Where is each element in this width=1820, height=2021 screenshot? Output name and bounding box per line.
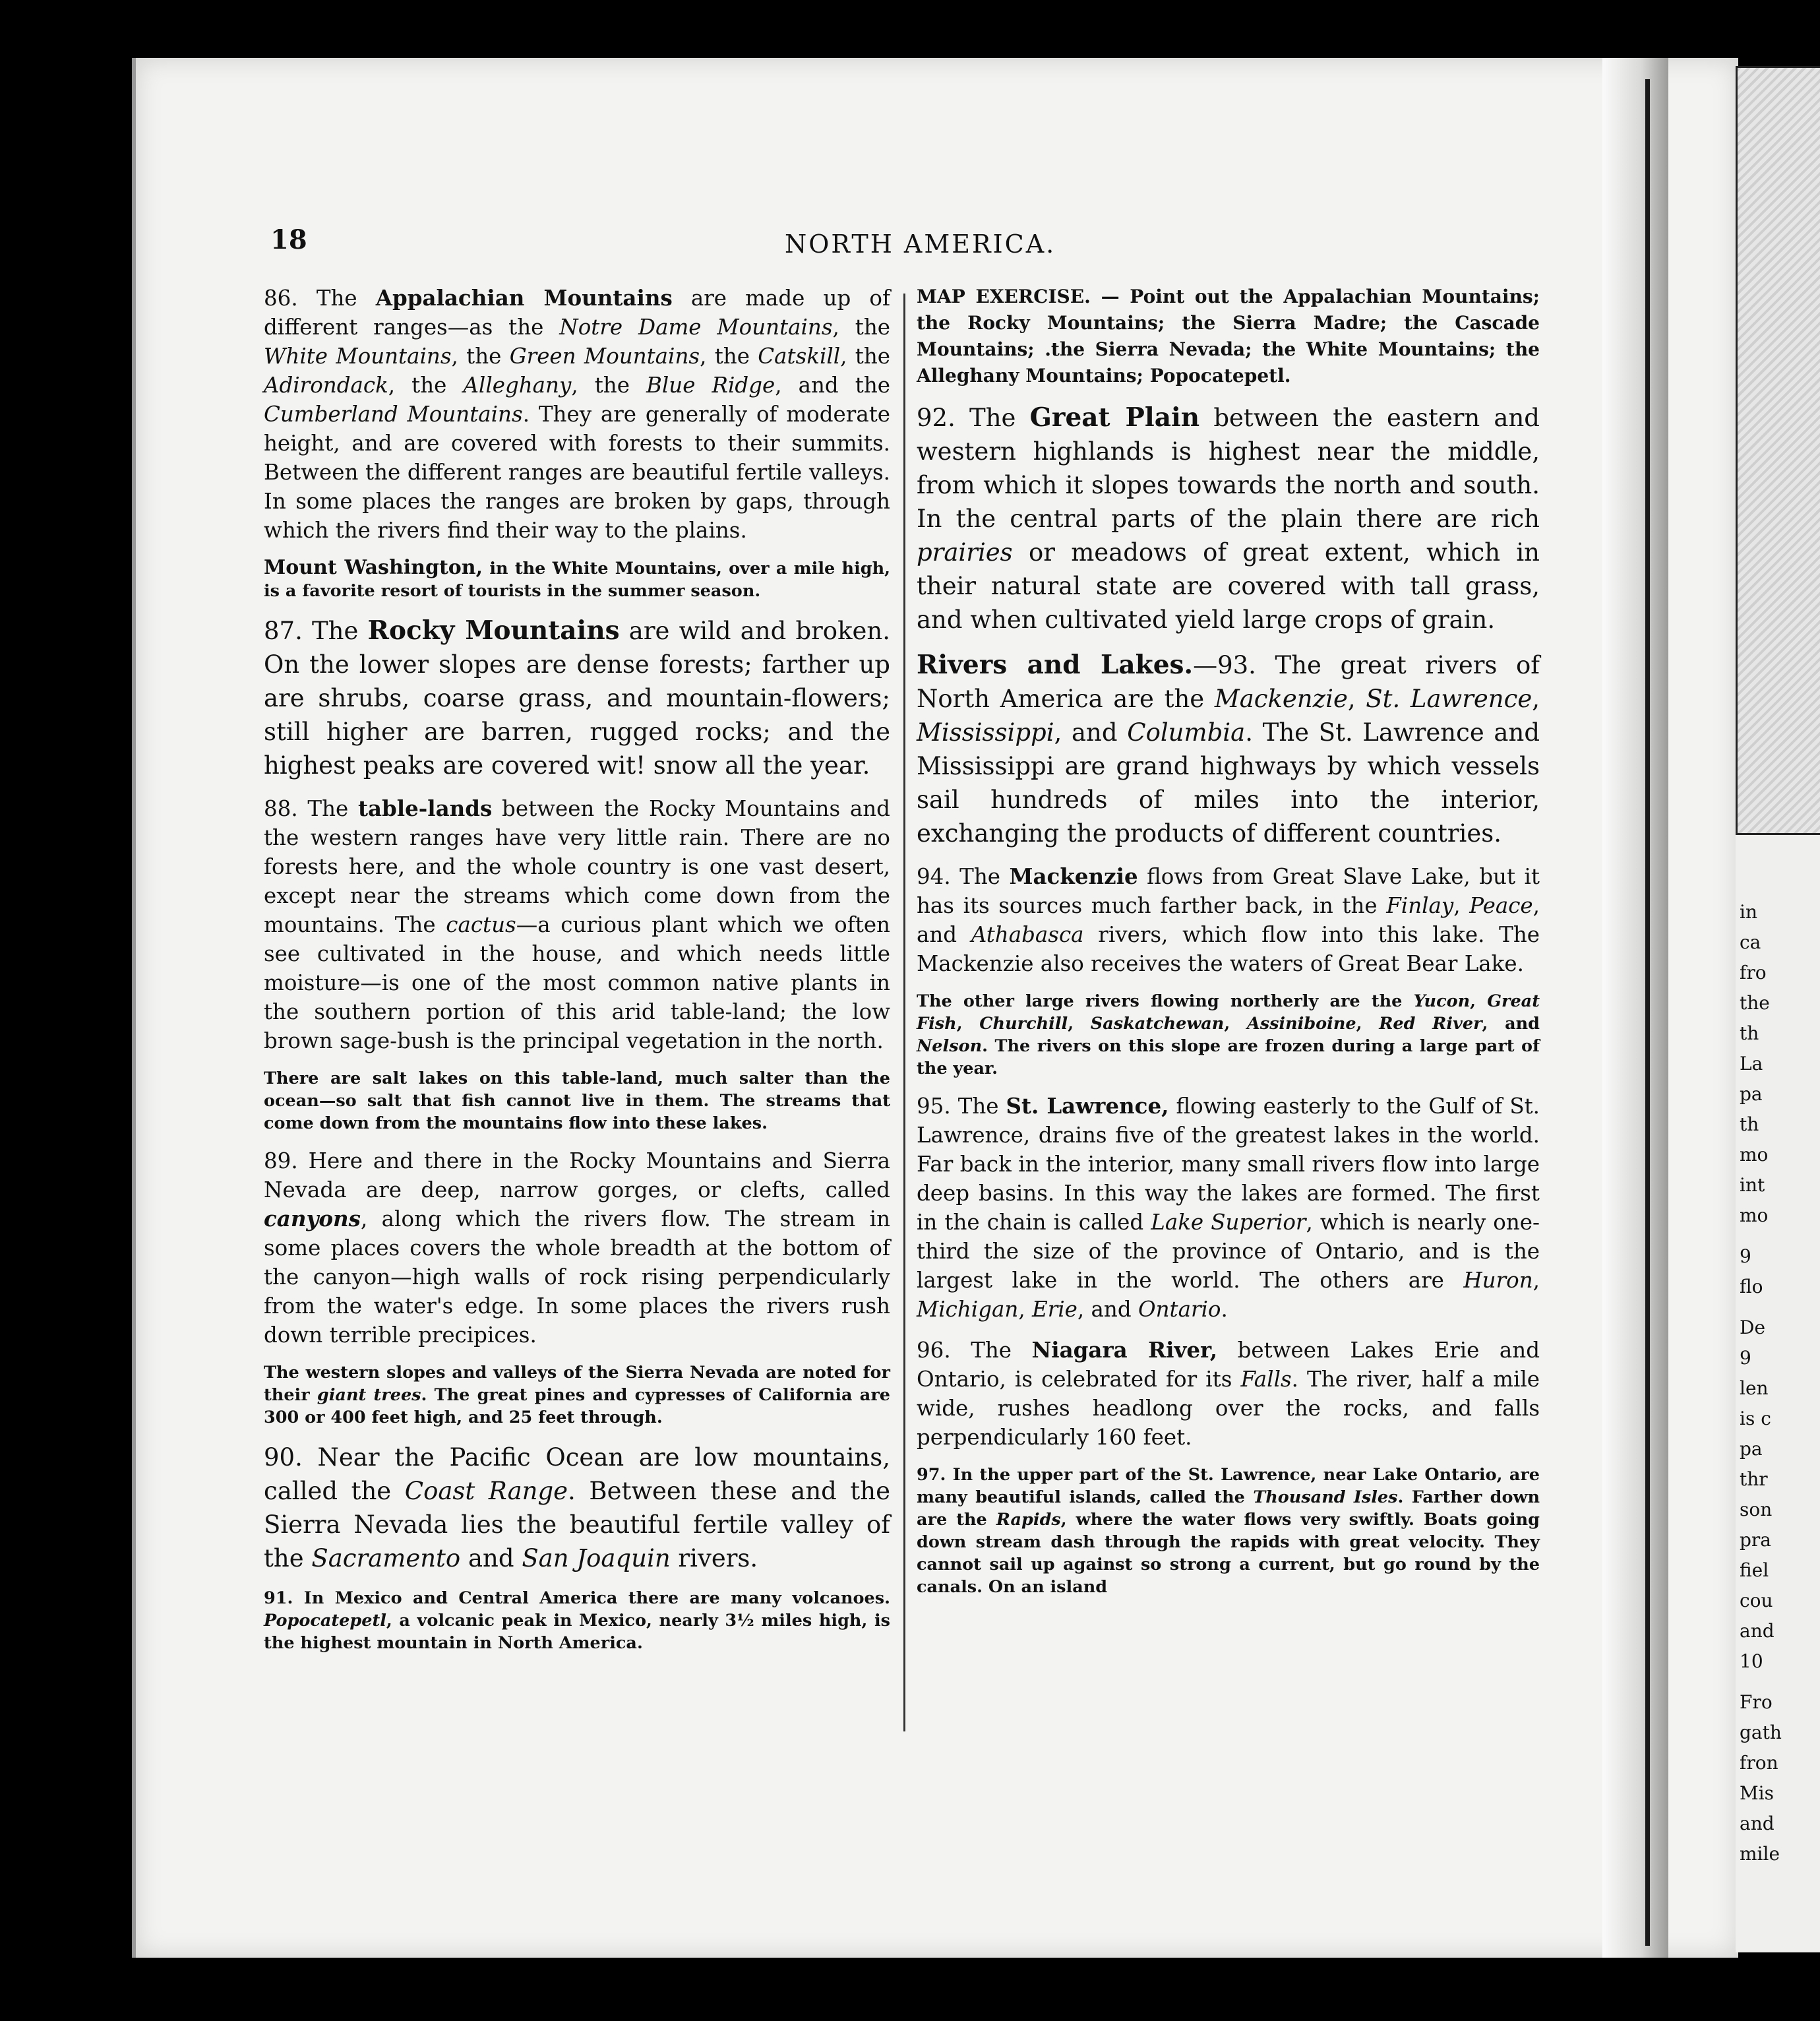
next-page-sliver (1736, 66, 1820, 1952)
right-column (917, 284, 1540, 1610)
next-page-fragment: 9 (1740, 1245, 1751, 1267)
page-number: 18 (270, 224, 307, 255)
next-page-fragment: mile (1740, 1843, 1780, 1865)
next-page-fragment: pa (1740, 1438, 1763, 1460)
illustration-fragment (1736, 66, 1820, 835)
map-exercise: MAP EXERCISE. — Point out the Appalachian Mountains; the Rocky Mountains; the Sierra Madre; the Cascade Mountains; .the Sierra Nevada; the White Mountains; the Alleghany Mountains; Popocatepetl. (917, 286, 1540, 387)
next-page-fragment: flo (1740, 1276, 1763, 1297)
binding-seam (1645, 79, 1650, 1946)
note-salt-lakes: There are salt lakes on this table-land, much salter than the ocean—so salt that fish cannot live in them. The streams that come down from the mountains flow into these lakes. (264, 1069, 890, 1133)
paragraph-92: 92. The Great Plain between the eastern and western highlands is highest near the middle, from which it slopes towards the north and south. In the central parts of the plain there are rich prairies or meadows of great extent, which in their natural state are covered with tall grass, and when cultivated yield large crops of grain. (917, 402, 1540, 634)
paragraph-87: 87. The Rocky Mountains are wild and broken. On the lower slopes are dense forests; farther up are shrubs, coarse grass, and mountain-flowers; still higher are barren, rugged rocks; and the highest peaks are covered wit! snow all the year. (264, 615, 890, 780)
next-page-fragment: the (1740, 992, 1770, 1014)
next-page-fragment: Mis (1740, 1782, 1774, 1804)
next-page-fragment: cou (1740, 1590, 1773, 1611)
running-head: NORTH AMERICA. (785, 230, 1056, 259)
next-page-fragment: len (1740, 1377, 1769, 1399)
next-page-fragment: is c (1740, 1408, 1771, 1429)
next-page-fragment: th (1740, 1113, 1759, 1135)
note-mount-washington: Mount Washington, in the White Mountains, over a mile high, is a favorite resort of tourists in the summer season. (264, 556, 890, 601)
column-rule (903, 294, 905, 1731)
paragraph-97: 97. In the upper part of the St. Lawrence, near Lake Ontario, are many beautiful islands, called the Thousand Isles. Farther down are the Rapids, where the water flows very swiftly. Boats going down stream dash through the rapids with great velocity. They cannot sail up against so strong a current, but go round by the canals. On an island (917, 1465, 1540, 1597)
paragraph-86: 86. The Appalachian Mountains are made up of different ranges—as the Notre Dame Mountains, the White Mountains, the Green Mountains, the Catskill, the Adirondack, the Alleghany, the Blue Ridge, and the Cumberland Mountains. They are generally of moderate height, and are covered with forests to their summits. Between the different ranges are beautiful fertile valleys. In some places the ranges are broken by gaps, through which the rivers find their way to the plains. (264, 285, 891, 543)
paragraph-96: 96. The Niagara River, between Lakes Erie and Ontario, is celebrated for its Falls. The river, half a mile wide, rushes headlong over the rocks, and falls perpendicularly 160 feet. (917, 1337, 1540, 1450)
paragraph-91: 91. In Mexico and Central America there are many volcanoes. Popocatepetl, a volcanic peak in Mexico, nearly 3½ miles high, is the highest mountain in North America. (264, 1588, 890, 1653)
next-page-fragment: thr (1740, 1468, 1768, 1490)
paragraph-88: 88. The table-lands between the Rocky Mountains and the western ranges have very little rain. There are no forests here, and the whole country is one vast desert, except near the streams which come down from the mountains. The cactus—a curious plant which we often see cultivated in the house, and which needs little moisture—is one of the most common native plants in the southern portion of this arid table-land; the low brown sage-bush is the principal vegetation in the north. (264, 795, 890, 1053)
next-page-fragment: 10 (1740, 1650, 1763, 1672)
paragraph-95: 95. The St. Lawrence, flowing easterly to the Gulf of St. Lawrence, drains five of the greatest lakes in the world. Far back in the interior, many small rivers flow into large deep basins. In this way the lakes are formed. The first in the chain is called Lake Superior, which is nearly one-third the size of the province of Ontario, and is the largest lake in the world. The others are Huron, Michigan, Erie, and Ontario. (917, 1093, 1540, 1322)
next-page-fragment: mo (1740, 1204, 1769, 1226)
paragraph-90: 90. Near the Pacific Ocean are low mountains, called the Coast Range. Between these and the Sierra Nevada lies the beautiful fertile valley of the Sacramento and San Joaquin rivers. (264, 1443, 890, 1572)
binding-gutter (1602, 58, 1668, 1958)
next-page-fragment: fro (1740, 962, 1767, 983)
next-page-fragment: and (1740, 1813, 1774, 1834)
next-page-fragment: and (1740, 1620, 1774, 1642)
paragraph-94: 94. The Mackenzie flows from Great Slave Lake, but it has its sources much farther back, in the Finlay, Peace, and Athabasca rivers, which flow into this lake. The Mackenzie also receives the waters of Great Bear Lake. (917, 863, 1540, 976)
left-column (264, 284, 890, 1666)
next-page-fragment: pra (1740, 1529, 1772, 1551)
next-page-fragment: La (1740, 1053, 1763, 1074)
next-page-fragment: th (1740, 1022, 1759, 1044)
next-page-fragment: in (1740, 901, 1757, 923)
next-page-fragment: int (1740, 1174, 1765, 1196)
note-giant-trees: The western slopes and valleys of the Sierra Nevada are noted for their giant trees. The great pines and cypresses of California are 300 or 400 feet high, and 25 feet through. (264, 1363, 890, 1427)
next-page-fragment: ca (1740, 931, 1761, 953)
next-page-fragment: De (1740, 1317, 1766, 1338)
next-page-fragment: 9 (1740, 1347, 1751, 1369)
paragraph-93: Rivers and Lakes.—93. The great rivers of North America are the Mackenzie, St. Lawrence, Mississippi, and Columbia. The St. Lawrence and Mississippi are grand highways by which vessels sail hundreds of miles into the interior, exchanging the products of different countries. (917, 650, 1540, 848)
next-page-fragment: mo (1740, 1144, 1769, 1166)
next-page-fragment: pa (1740, 1083, 1763, 1105)
note-northern-rivers: The other large rivers flowing northerly are the Yucon, Great Fish, Churchill, Saskatchewan, Assiniboine, Red River, and Nelson. The rivers on this slope are frozen during a large part of the year. (917, 991, 1540, 1078)
next-page-fragment: fron (1740, 1752, 1778, 1774)
next-page-fragment: gath (1740, 1722, 1782, 1743)
next-page-fragment: Fro (1740, 1691, 1773, 1713)
next-page-fragment: son (1740, 1499, 1773, 1520)
next-page-fragment: fiel (1740, 1559, 1769, 1581)
paragraph-89: 89. Here and there in the Rocky Mountains and Sierra Nevada are deep, narrow gorges, or clefts, called canyons, along which the rivers flow. The stream in some places covers the whole breadth at the bottom of the canyon—high walls of rock rising perpendicularly from the water's edge. In some places the rivers rush down terrible precipices. (264, 1148, 890, 1348)
